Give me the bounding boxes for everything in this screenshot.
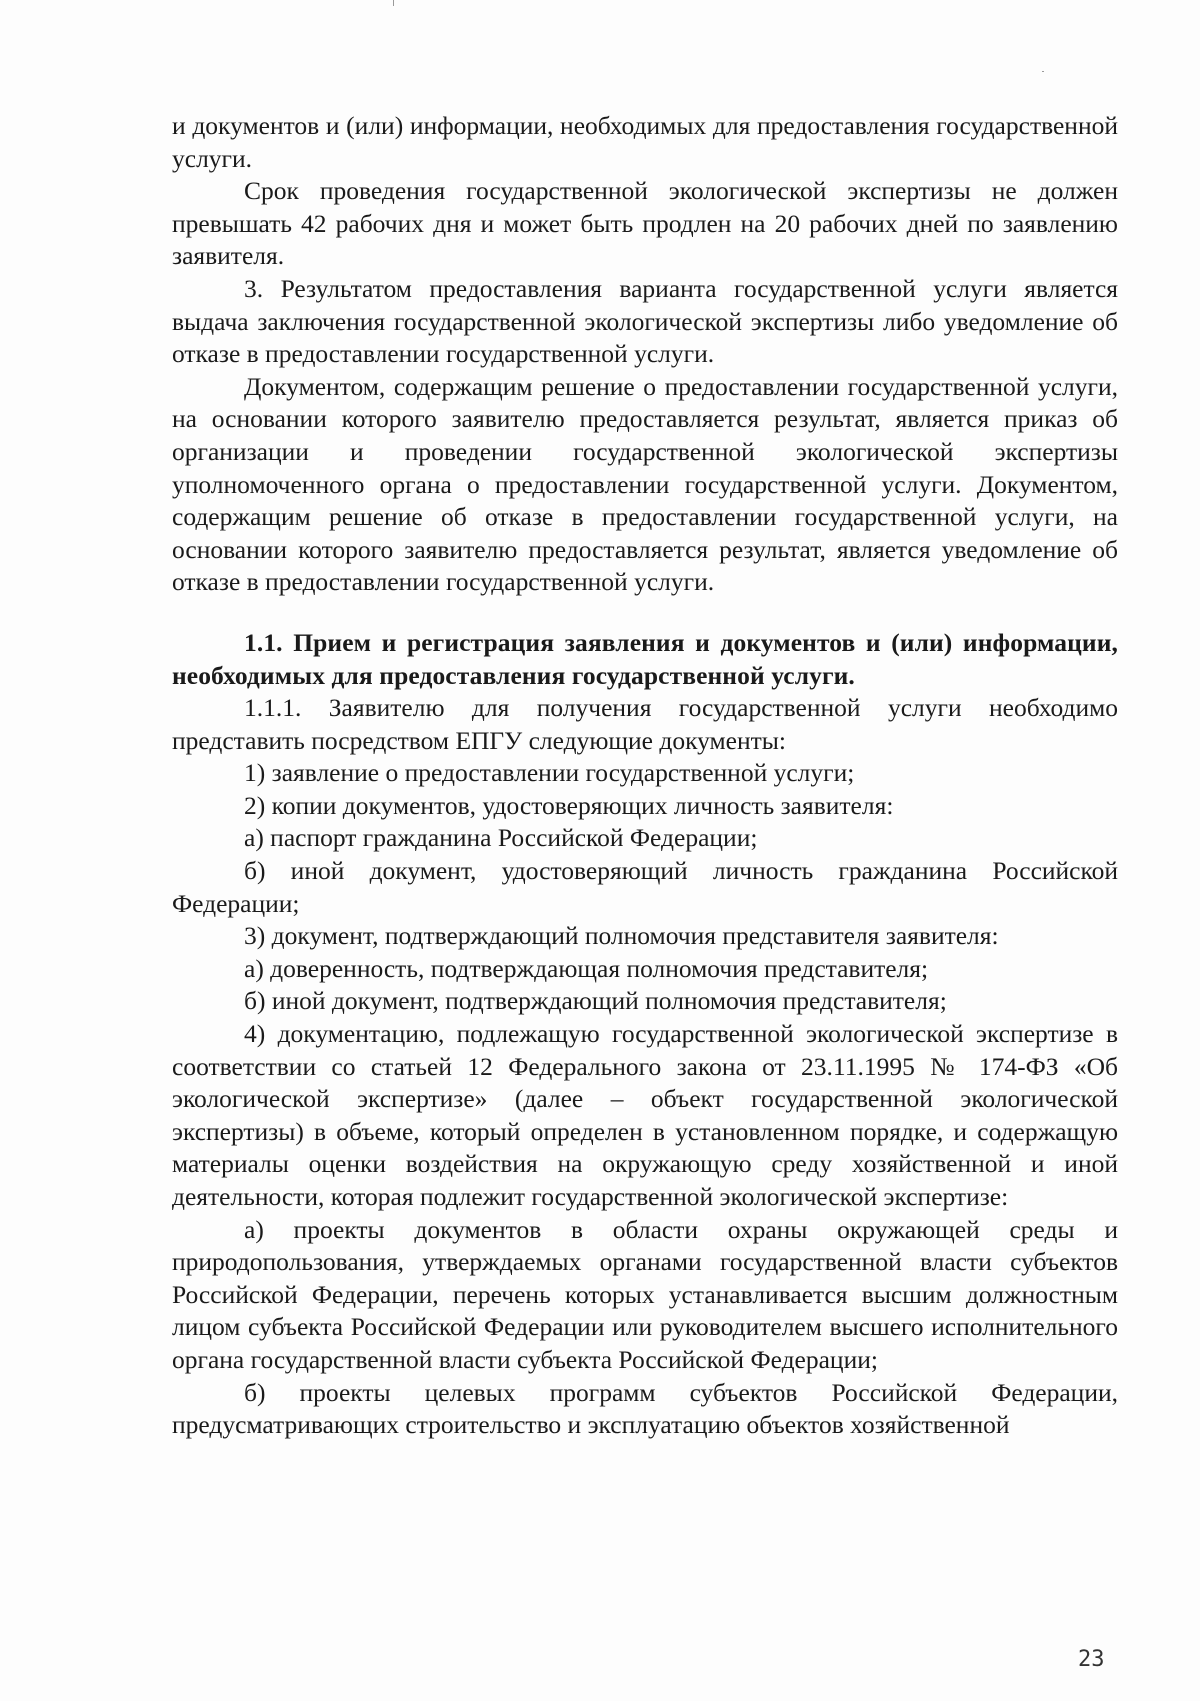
paragraph-decision-document: Документом, содержащим решение о предоставлении государственной услуги, на основании которого заявителю предоставляется результат, является приказ об организации и проведении государственной экологической экспертизы уполномоченного органа о предоставлении государственной услуги. Документом, содержащим решение об отказе в предоставлении государственной услуги, на основании которого заявителю предоставляется результат, является уведомление об отказе в предоставлении государственной услуги. [172,371,1118,597]
list-item-4b: б) проекты целевых программ субъектов Российской Федерации, предусматривающих строительство и эксплуатацию объектов хозяйственной [172,1377,1118,1440]
list-item-2: 2) копии документов, удостоверяющих личность заявителя: [244,790,894,820]
scan-artifact-mark [393,0,394,6]
section-heading-1-1: 1.1. Прием и регистрация заявления и документов и (или) информации, необходимых для предоставления государственной услуги. [172,627,1118,690]
list-item-4: 4) документацию, подлежащую государственной экологической экспертизе в соответствии со статьей 12 Федерального закона от 23.11.1995 № 174-ФЗ «Об экологической экспертизе» (далее – объект государственной экологической экспертизы) в объеме, который определен в установленном порядке, и содержащую материалы оценки воздействия на окружающую среду хозяйственной и иной деятельности, которая подлежит государственной экологической экспертизе: [172,1019,1118,1211]
scan-artifact-dot [1042,71,1044,72]
paragraph-review-term: Срок проведения государственной экологической экспертизы не должен превышать 42 рабочих дня и может быть продлен на 20 рабочих дней по заявлению заявителя. [172,176,1118,271]
list-item-3b: б) иной документ, подтверждающий полномочия представителя; [244,986,947,1016]
list-item-3a: а) доверенность, подтверждающая полномочия представителя; [244,953,929,983]
page-number: 23 [1078,1647,1105,1672]
list-item-4a: а) проекты документов в области охраны окружающей среды и природопользования, утверждаемых органами государственной власти субъектов Российской Федерации, перечень которых устанавливается высшим должностным лицом субъекта Российской Федерации или руководителем высшего исполнительного органа государственной власти субъекта Российской Федерации; [172,1214,1118,1374]
paragraph-result: 3. Результатом предоставления варианта государственной услуги является выдача заключения государственной экологической экспертизы либо уведомление об отказе в предоставлении государственной услуги. [172,273,1118,369]
document-body [172,110,1118,1442]
list-item-2a: а) паспорт гражданина Российской Федерации; [244,823,758,853]
list-item-2b: б) иной документ, удостоверяющий личность гражданина Российской Федерации; [172,856,1118,918]
list-item-1: 1) заявление о предоставлении государственной услуги; [244,758,855,788]
paragraph-1-1-1: 1.1.1. Заявителю для получения государственной услуги необходимо представить посредством ЕПГУ следующие документы: [172,693,1118,755]
paragraph-continuation: и документов и (или) информации, необходимых для предоставления государственной услуги. [172,111,1118,173]
list-item-3: 3) документ, подтверждающий полномочия представителя заявителя: [244,921,999,951]
